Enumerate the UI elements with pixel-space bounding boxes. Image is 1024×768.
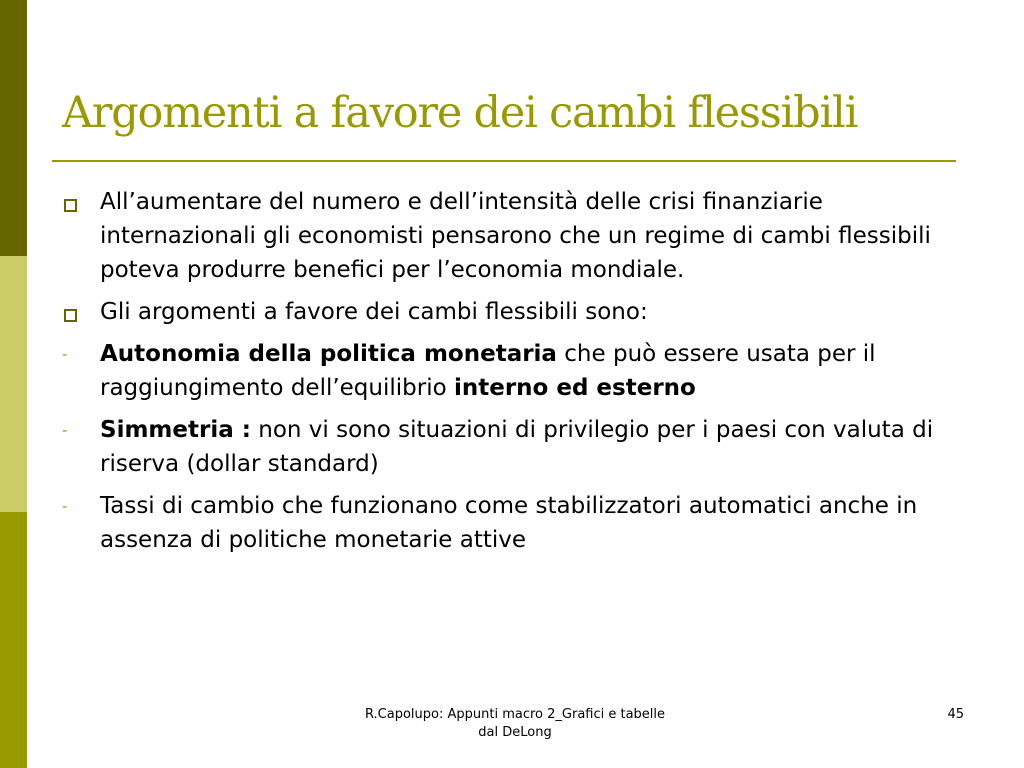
slide-content — [60, 185, 950, 565]
item-text: che può essere usata per il raggiungimento dell’equilibrio — [100, 341, 876, 401]
dash-bullet: - — [62, 421, 68, 439]
bullet-item-1 — [60, 185, 950, 287]
square-bullet-icon — [64, 199, 77, 212]
dash-item-simmetria — [60, 413, 950, 481]
bullet-text: All’aumentare del numero e dell’intensità delle crisi finanziarie internazionali gli economisti pensarono che un regime di cambi flessibili poteva produrre benefici per l’economia mondiale. — [100, 189, 931, 283]
dash-bullet: - — [62, 345, 68, 363]
side-band-bottom — [0, 512, 27, 768]
square-bullet-icon — [64, 309, 77, 322]
bold-term: Simmetria : — [100, 417, 251, 443]
dash-item-tassi — [60, 489, 950, 557]
title-underline — [52, 160, 956, 162]
bold-term: interno ed esterno — [453, 375, 696, 401]
bullet-text: Gli argomenti a favore dei cambi flessibili sono: — [100, 299, 648, 325]
page-number: 45 — [947, 707, 964, 722]
slide-footer: R.Capolupo: Appunti macro 2_Grafici e tabelle dal DeLong — [364, 707, 666, 740]
item-text: non vi sono situazioni di privilegio per i paesi con valuta di riserva (dollar standard) — [100, 417, 934, 477]
dash-bullet: - — [62, 497, 68, 515]
bullet-item-2 — [60, 295, 950, 329]
side-band-top — [0, 0, 27, 256]
item-text: Tassi di cambio che funzionano come stabilizzatori automatici anche in assenza di politiche monetarie attive — [100, 493, 918, 553]
bold-term: Autonomia della politica monetaria — [100, 341, 557, 367]
dash-item-autonomia — [60, 337, 950, 405]
side-band-middle — [0, 256, 27, 512]
slide-title: Argomenti a favore dei cambi flessibili — [62, 88, 858, 138]
